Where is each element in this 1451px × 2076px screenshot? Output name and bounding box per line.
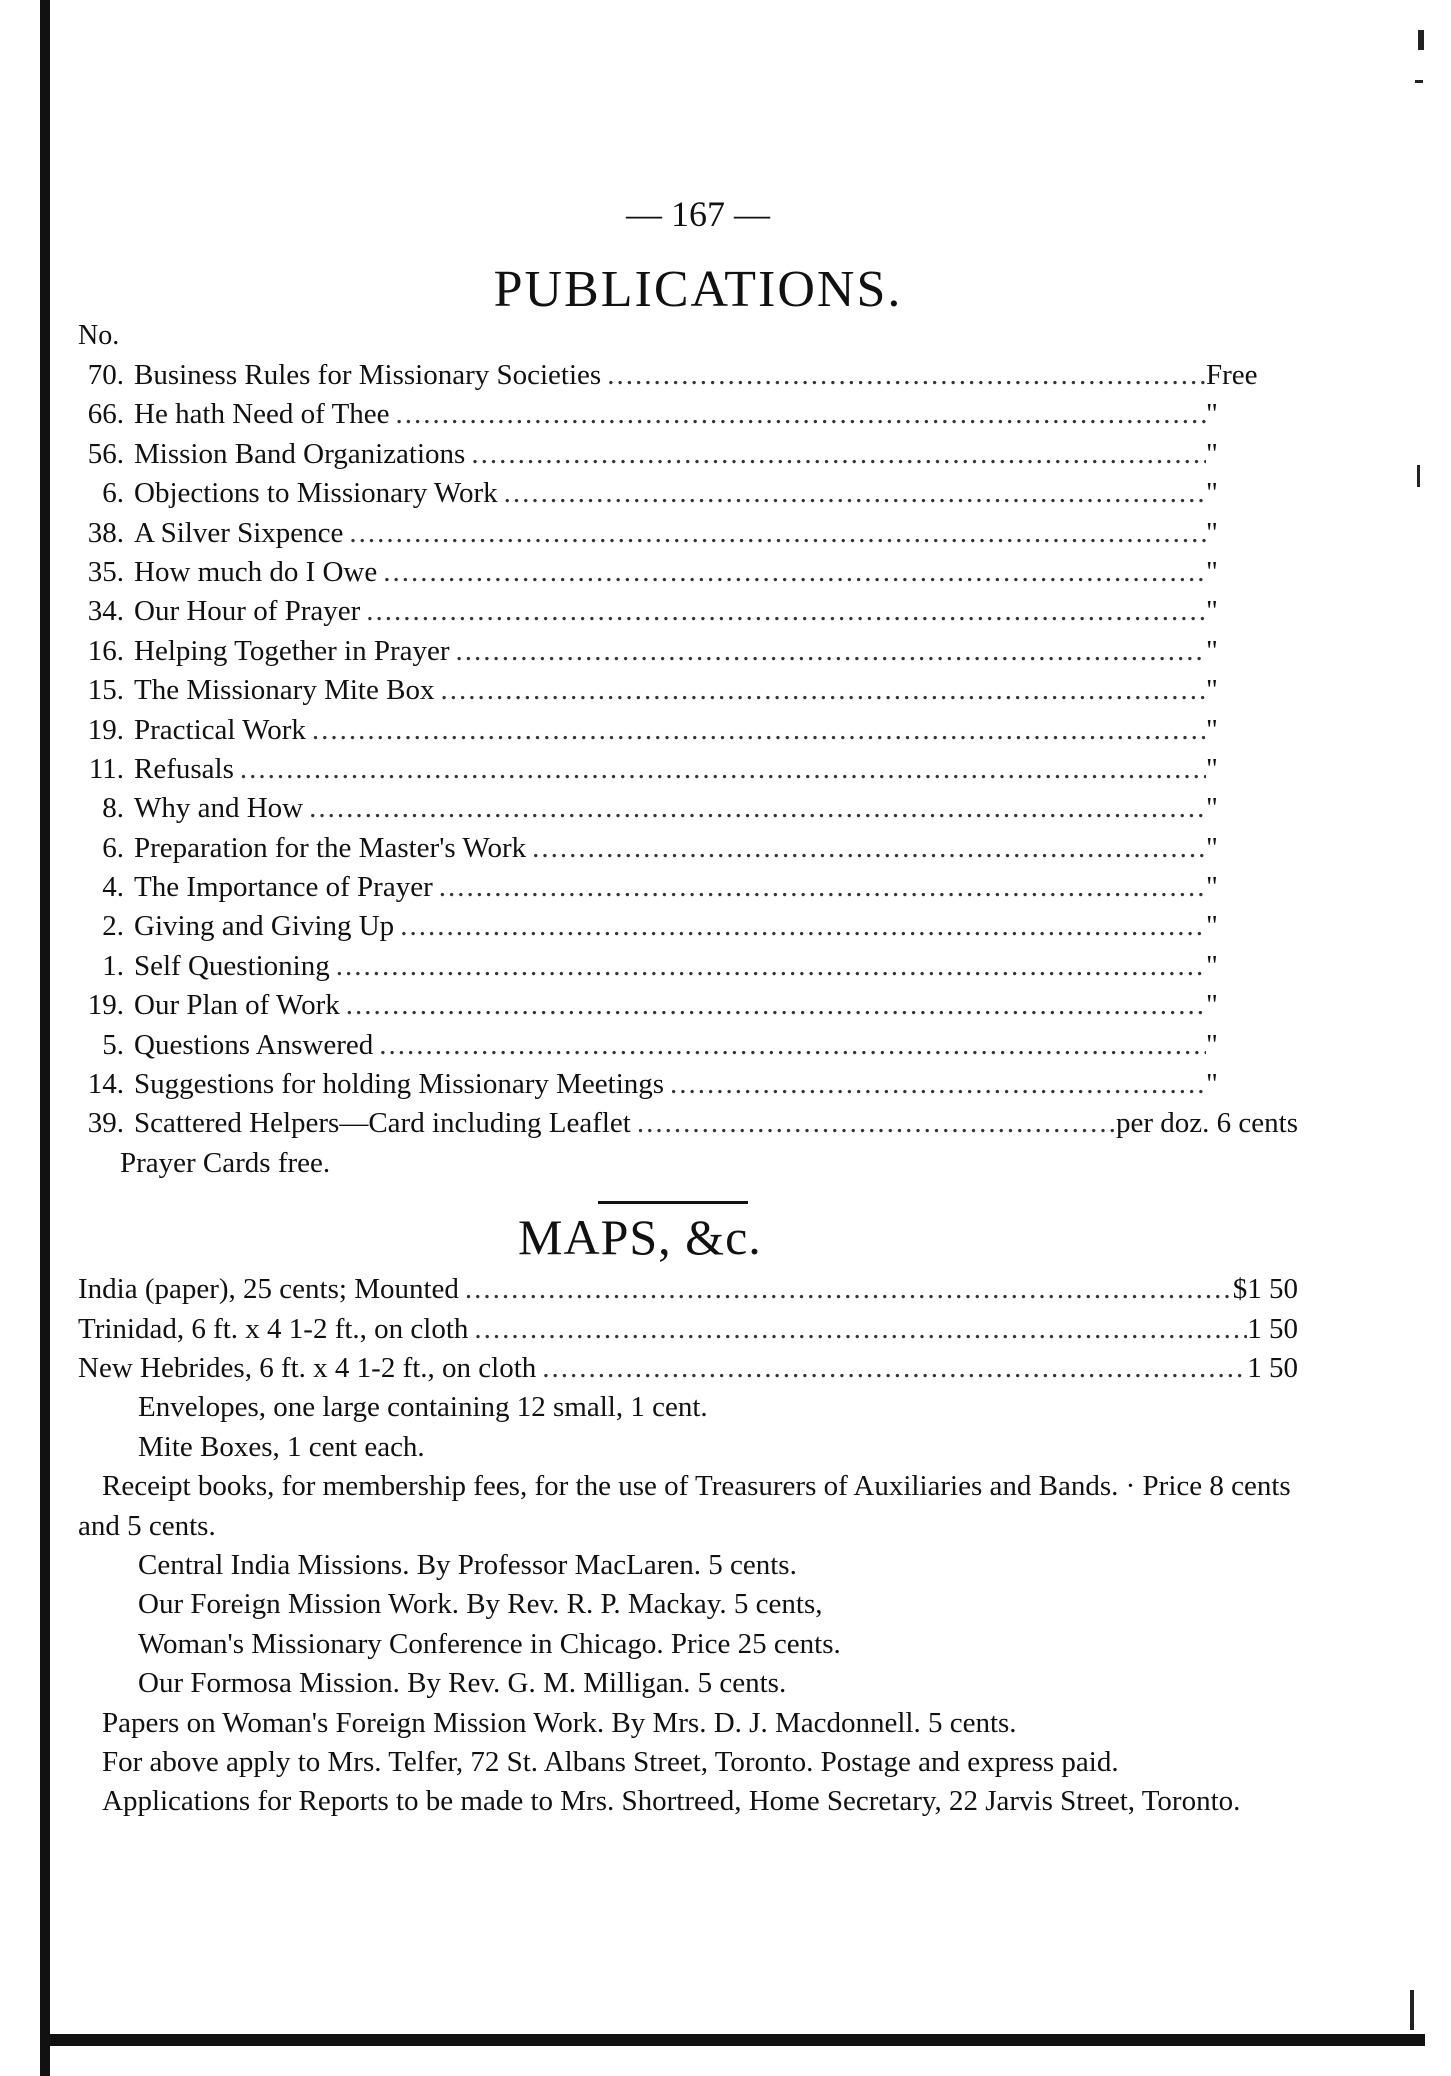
publication-number: 6.	[102, 477, 124, 510]
publication-price: "	[1206, 871, 1218, 904]
publication-title: Objections to Missionary Work	[134, 477, 498, 510]
map-price: $1 50	[1232, 1273, 1298, 1306]
publication-title: A Silver Sixpence	[134, 516, 344, 549]
receipt-books-note: Receipt books, for membership fees, for the use of Treasurers of Auxiliaries and Bands. · Price 8 cents and 5 cents.	[78, 1470, 1291, 1542]
leader-dots	[390, 395, 1206, 434]
publication-price: "	[1206, 831, 1218, 864]
foreign-mission-note: Our Foreign Mission Work. By Rev. R. P. Mackay. 5 cents,	[138, 1588, 823, 1621]
publication-number: 2.	[102, 910, 124, 943]
leader-dots	[303, 789, 1206, 828]
publication-number: 5.	[102, 1028, 124, 1061]
publication-title: The Missionary Mite Box	[134, 674, 435, 707]
leader-dots	[526, 829, 1206, 868]
publication-price: "	[1206, 437, 1218, 470]
publication-row	[78, 711, 1298, 750]
publication-price: "	[1206, 516, 1218, 549]
publication-title: Scattered Helpers—Card including Leaflet	[134, 1107, 631, 1140]
publication-row	[78, 671, 1298, 710]
publications-list	[78, 356, 1298, 1104]
left-page-border	[40, 0, 50, 2076]
conference-note: Woman's Missionary Conference in Chicago. Price 25 cents.	[138, 1627, 841, 1660]
publication-title: Mission Band Organizations	[134, 437, 466, 470]
leader-dots	[664, 1065, 1206, 1104]
formosa-note: Our Formosa Mission. By Rev. G. M. Milligan. 5 cents.	[138, 1667, 787, 1700]
publication-title: Questions Answered	[134, 1028, 374, 1061]
publication-row	[78, 435, 1298, 474]
publication-row	[78, 750, 1298, 789]
publication-row	[78, 632, 1298, 671]
publication-number: 14.	[87, 1068, 124, 1101]
publication-row	[78, 474, 1298, 513]
publication-title: Helping Together in Prayer	[134, 634, 450, 667]
publication-number: 35.	[87, 555, 124, 588]
publication-row	[78, 356, 1298, 395]
map-title: New Hebrides, 6 ft. x 4 1-2 ft., on cloth	[78, 1351, 537, 1384]
margin-mark	[1415, 80, 1423, 83]
publication-title: The Importance of Prayer	[134, 871, 433, 904]
leader-dots	[465, 435, 1206, 474]
publication-number: 70.	[87, 359, 124, 391]
publication-price: "	[1206, 1068, 1218, 1101]
publication-title: Suggestions for holding Missionary Meetings	[134, 1068, 665, 1101]
publication-title: Practical Work	[134, 713, 306, 746]
number-column-label: No.	[78, 320, 120, 351]
publication-number: 6.	[102, 831, 124, 864]
publication-row	[78, 907, 1298, 946]
publication-row	[78, 789, 1298, 828]
publication-row	[78, 514, 1298, 553]
publication-number: 34.	[87, 595, 124, 628]
leader-dots	[340, 986, 1206, 1025]
publication-number: 15.	[87, 674, 124, 707]
leader-dots	[498, 474, 1206, 513]
leader-dots	[450, 632, 1206, 671]
publication-number: 19.	[87, 989, 124, 1022]
publication-row	[78, 395, 1298, 434]
leader-dots	[360, 592, 1206, 631]
document-page	[78, 190, 1298, 1822]
publication-title: Business Rules for Missionary Societies	[134, 359, 602, 391]
leader-dots	[536, 1349, 1247, 1388]
publication-row	[78, 592, 1298, 631]
publication-row	[78, 829, 1298, 868]
page-number: — 167 —	[626, 194, 770, 234]
mite-boxes-note: Mite Boxes, 1 cent each.	[138, 1430, 425, 1463]
publication-number: 38.	[87, 516, 124, 549]
publication-price: per doz. 6 cents	[1116, 1107, 1298, 1140]
leader-dots	[394, 907, 1206, 946]
publication-title: He hath Need of Thee	[134, 398, 390, 431]
leader-dots	[631, 1104, 1116, 1143]
publication-title: Our Plan of Work	[134, 989, 340, 1022]
leader-dots	[601, 356, 1206, 395]
publication-number: 39.	[87, 1107, 124, 1140]
leader-dots	[234, 750, 1206, 789]
publication-price: "	[1206, 477, 1218, 510]
publication-row	[78, 986, 1298, 1025]
publication-number: 19.	[87, 713, 124, 746]
bottom-page-border	[40, 2034, 1425, 2046]
publication-title: Preparation for the Master's Work	[134, 831, 527, 864]
publication-title: Refusals	[134, 752, 234, 785]
publication-title: How much do I Owe	[134, 555, 378, 588]
publication-title: Why and How	[134, 792, 304, 825]
publication-price: "	[1206, 398, 1218, 431]
reports-note: Applications for Reports to be made to Mrs. Shortreed, Home Secretary, 22 Jarvis Street, Toronto.	[102, 1785, 1241, 1818]
map-row	[78, 1270, 1298, 1309]
map-row	[78, 1310, 1298, 1349]
margin-mark	[1410, 1990, 1414, 2030]
margin-mark	[1418, 30, 1424, 50]
publication-number: 4.	[102, 871, 124, 904]
publication-price: "	[1206, 910, 1218, 943]
leader-dots	[459, 1270, 1233, 1309]
maps-heading: MAPS, &c.	[518, 1209, 762, 1266]
margin-mark	[1417, 465, 1420, 487]
publication-number: 16.	[87, 634, 124, 667]
map-price: 1 50	[1247, 1351, 1298, 1384]
maps-list	[78, 1270, 1298, 1388]
publication-row	[78, 553, 1298, 592]
publication-price: "	[1206, 595, 1218, 628]
leader-dots	[330, 947, 1206, 986]
leader-dots	[433, 868, 1206, 907]
publication-title: Giving and Giving Up	[134, 910, 395, 943]
publication-title: Self Questioning	[134, 949, 330, 982]
publication-price: "	[1206, 555, 1218, 588]
leader-dots	[468, 1310, 1247, 1349]
publication-price: "	[1206, 713, 1218, 746]
map-row	[78, 1349, 1298, 1388]
publications-heading: PUBLICATIONS.	[493, 261, 903, 318]
publication-price: "	[1206, 752, 1218, 785]
map-title: India (paper), 25 cents; Mounted	[78, 1273, 459, 1306]
publication-price: "	[1206, 792, 1218, 825]
central-india-note: Central India Missions. By Professor MacLaren. 5 cents.	[138, 1549, 797, 1581]
publication-number: 66.	[87, 398, 124, 431]
publication-price: "	[1206, 674, 1218, 707]
papers-note: Papers on Woman's Foreign Mission Work. By Mrs. D. J. Macdonnell. 5 cents.	[102, 1706, 1017, 1739]
apply-note: For above apply to Mrs. Telfer, 72 St. Albans Street, Toronto. Postage and express paid.	[102, 1746, 1119, 1779]
publication-price: Free	[1206, 359, 1258, 391]
publication-price: "	[1206, 989, 1218, 1022]
leader-dots	[373, 1026, 1206, 1065]
publication-row	[78, 947, 1298, 986]
publication-price: "	[1206, 634, 1218, 667]
publication-title: Our Hour of Prayer	[134, 595, 361, 628]
publication-number: 11.	[88, 752, 124, 785]
leader-dots	[343, 514, 1206, 553]
publication-number: 8.	[102, 792, 124, 825]
leader-dots	[377, 553, 1206, 592]
publication-price: "	[1206, 949, 1218, 982]
prayer-cards-note: Prayer Cards free.	[120, 1146, 331, 1179]
leader-dots	[306, 711, 1206, 750]
publication-row	[78, 1104, 1298, 1143]
leader-dots	[434, 671, 1206, 710]
publication-number: 1.	[102, 949, 124, 982]
publication-row	[78, 1065, 1298, 1104]
envelopes-note: Envelopes, one large containing 12 small, 1 cent.	[138, 1391, 708, 1424]
map-title: Trinidad, 6 ft. x 4 1-2 ft., on cloth	[78, 1312, 469, 1345]
publication-price: "	[1206, 1028, 1218, 1061]
publication-row	[78, 1026, 1298, 1065]
publication-row	[78, 868, 1298, 907]
map-price: 1 50	[1247, 1312, 1298, 1345]
publication-number: 56.	[87, 437, 124, 470]
